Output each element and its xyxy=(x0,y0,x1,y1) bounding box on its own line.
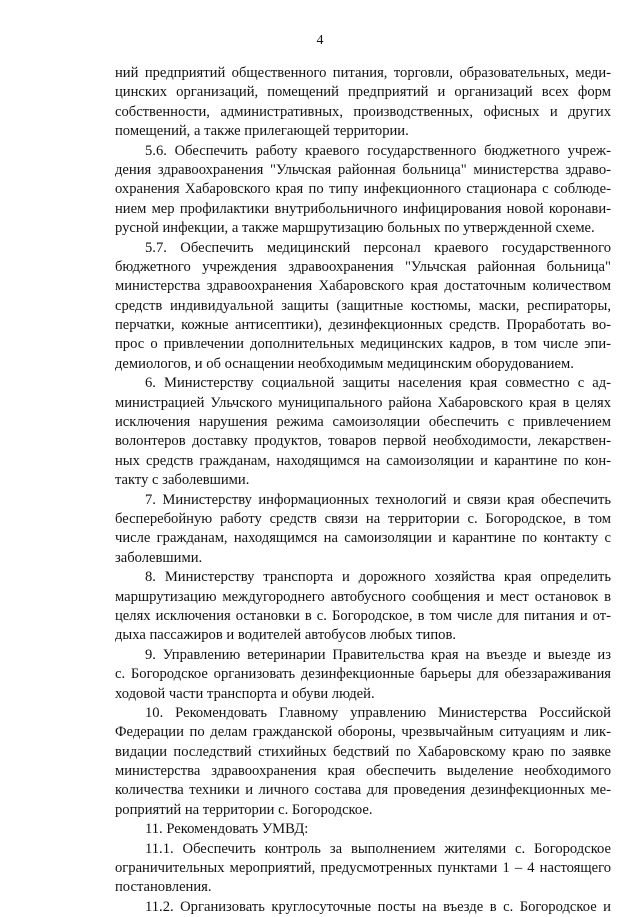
text-line: 7. Министерству информационных технологий и связи края обеспечить xyxy=(145,491,611,508)
text-line: исключения нарушения режима самоизоляции обеспечить с привлечением xyxy=(115,414,611,431)
text-line: дыха пассажиров и водителей автобусов любых типов. xyxy=(115,627,456,644)
text-line: волонтеров доставку продуктов, товаров первой необходимости, лекарствен- xyxy=(115,433,611,450)
text-line: роприятий на территории с. Богородское. xyxy=(115,801,373,818)
text-line: 9. Управлению ветеринарии Правительства края на въезде и выезде из xyxy=(145,646,611,663)
document-body xyxy=(115,64,611,917)
text-line: бесперебойную работу средств связи на территории с. Богородское, в том xyxy=(115,510,611,527)
text-line: ных средств гражданам, находящимся на самоизоляции и карантине по кон- xyxy=(115,452,611,469)
text-line: 11.2. Организовать круглосуточные посты на въезде в с. Богородское и xyxy=(145,898,611,915)
text-line: средств индивидуальной защиты (защитные костюмы, маски, респираторы, xyxy=(115,297,611,314)
text-line: 11.1. Обеспечить контроль за выполнением жителями с. Богородское xyxy=(145,840,611,857)
text-line: 6. Министерству социальной защиты населения края совместно с ад- xyxy=(145,375,611,392)
text-line: числе гражданам, находящимся на самоизоляции и карантине по контакту с xyxy=(115,530,611,547)
text-line: такту с заболевшими. xyxy=(115,472,250,489)
text-line: с. Богородское организовать дезинфекционные барьеры для обеззараживания xyxy=(115,666,611,683)
text-line: министерства здравоохранения Хабаровского края достаточным количеством xyxy=(115,278,611,295)
text-line: количества техники и личного состава для проведения дезинфекционных ме- xyxy=(115,782,611,799)
text-line: охранения Хабаровского края по типу инфекционного стационара с соблюде- xyxy=(115,181,611,198)
text-line: русной инфекции, а также маршрутизацию больных по утвержденной схеме. xyxy=(115,220,595,237)
text-line: целях исключения остановки в с. Богородское, в том числе для питания и от- xyxy=(115,607,611,624)
text-line: ходовой части транспорта и обуви людей. xyxy=(115,685,375,702)
text-line: нием мер профилактики внутрибольничного инфицирования новой коронави- xyxy=(115,200,611,217)
text-line: заболевшими. xyxy=(115,549,203,566)
text-line: Федерации по делам гражданской обороны, чрезвычайным ситуациям и лик- xyxy=(115,724,611,741)
text-line: помещений, а также прилегающей территории. xyxy=(115,123,409,140)
text-line: бюджетного учреждения здравоохранения "Ульчская районная больница" xyxy=(115,258,611,275)
text-line: 5.6. Обеспечить работу краевого государственного бюджетного учреж- xyxy=(145,142,611,159)
text-line: собственности, административных, производственных, офисных и других xyxy=(115,103,611,120)
text-line: перчатки, кожные антисептики), дезинфекционных средств. Проработать во- xyxy=(115,317,611,334)
page-number: 4 xyxy=(316,33,324,48)
text-line: ний предприятий общественного питания, торговли, образовательных, меди- xyxy=(115,65,611,81)
text-line: маршрутизацию междугороднего автобусного сообщения и мест остановок в xyxy=(115,588,611,605)
text-line: 8. Министерству транспорта и дорожного хозяйства края определить xyxy=(145,569,611,586)
text-line: видации последствий стихийных бедствий по Хабаровскому краю по заявке xyxy=(115,743,611,760)
text-line: 11. Рекомендовать УМВД: xyxy=(145,821,309,838)
text-line: 10. Рекомендовать Главному управлению Министерства Российской xyxy=(145,704,611,721)
text-line: министерства здравоохранения края обеспечить выделение необходимого xyxy=(115,763,611,780)
text-line: дения здравоохранения "Ульчская районная больница" министерства здраво- xyxy=(115,161,611,178)
text-line: демиологов, и об оснащении необходимым медицинским оборудованием. xyxy=(115,355,574,372)
text-line: прос о привлечении дополнительных медицинских кадров, в том числе эпи- xyxy=(115,336,611,353)
text-line: ограничительных мероприятий, предусмотренных пунктами 1 – 4 настоящего xyxy=(115,860,611,877)
text-line: министрацией Ульчского муниципального района Хабаровского края в целях xyxy=(115,394,611,411)
text-line: постановления. xyxy=(115,879,212,896)
text-line: цинских организаций, помещений предприятий и организаций всех форм xyxy=(115,84,611,101)
text-line: 5.7. Обеспечить медицинский персонал краевого государственного xyxy=(145,239,611,256)
